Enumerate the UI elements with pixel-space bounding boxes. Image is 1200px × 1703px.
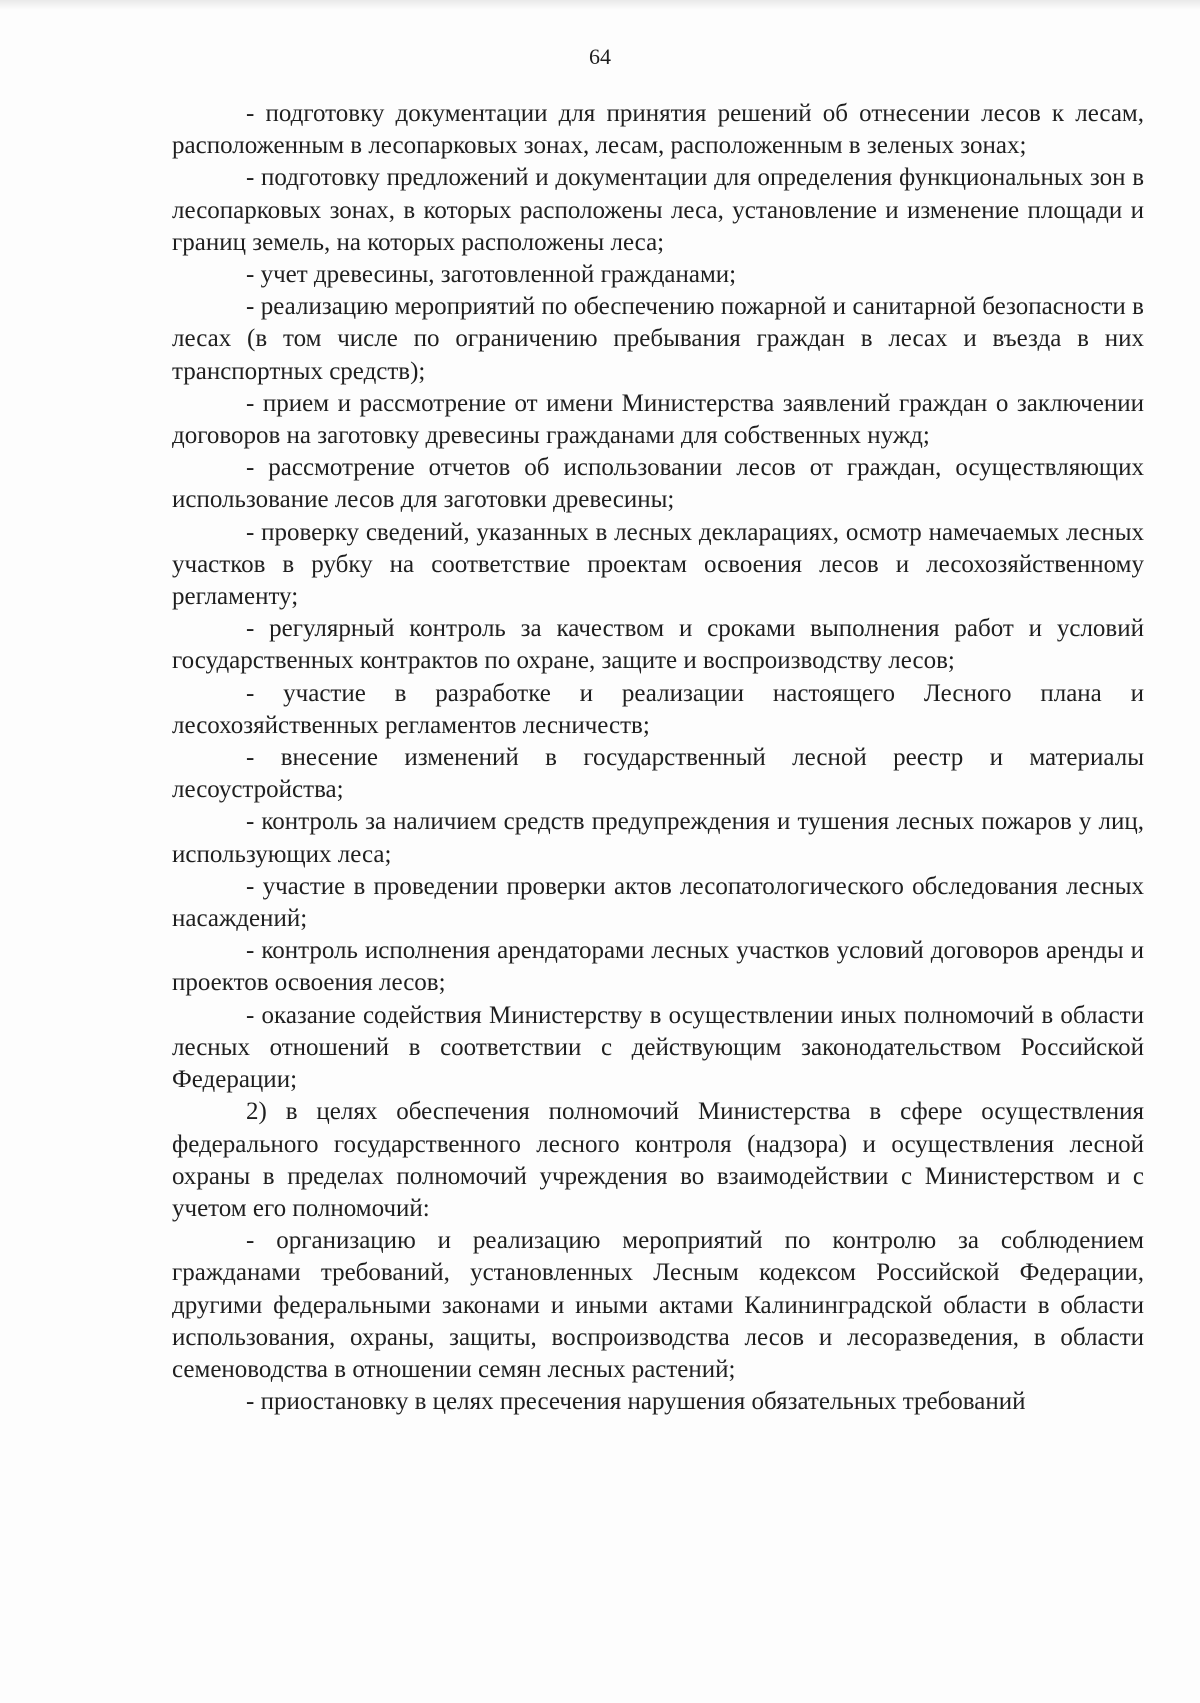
paragraph: - реализацию мероприятий по обеспечению пожарной и санитарной безопасности в лесах (в том числе по ограничению пребывания граждан в лесах и въезда в них транспортных средств); (172, 293, 1144, 385)
paragraph: - проверку сведений, указанных в лесных декларациях, осмотр намечаемых лесных участков в рубку на соответствие проектам освоения лесов и лесохозяйственному регламенту; (172, 518, 1144, 611)
paragraph: - регулярный контроль за качеством и сроками выполнения работ и условий государственных контрактов по охране, защите и воспроизводству лесов; (172, 615, 1144, 675)
paragraph: - учет древесины, заготовленной гражданами; (246, 261, 737, 289)
paragraph: - рассмотрение отчетов об использовании лесов от граждан, осуществляющих использование лесов для заготовки древесины; (172, 454, 1144, 514)
paragraph: - участие в проведении проверки актов лесопатологического обследования лесных насаждений; (172, 872, 1144, 933)
paragraph: - контроль за наличием средств предупреждения и тушения лесных пожаров у лиц, использующих леса; (172, 808, 1144, 868)
paragraph: - контроль исполнения арендаторами лесных участков условий договоров аренды и проектов освоения лесов; (172, 937, 1144, 997)
paragraph: - подготовку предложений и документации для определения функциональных зон в лесопарковых зонах, в которых расположены леса, установление и изменение площади и границ земель, на которых расположены леса; (172, 164, 1144, 256)
paragraph: - участие в разработке и реализации настоящего Лесного плана и лесохозяйственных регламентов лесничеств; (172, 679, 1144, 739)
paragraph: - приостановку в целях пресечения нарушения обязательных требований (246, 1388, 1026, 1416)
paragraph: - подготовку документации для принятия решений об отнесении лесов к лесам, расположенным в лесопарковых зонах, лесам, расположенным в зеленых зонах; (172, 100, 1144, 160)
scan-edge-shadow (0, 0, 1200, 10)
paragraph: 2) в целях обеспечения полномочий Министерства в сфере осуществления федерального государственного лесного контроля (надзора) и осуществления лесной охраны в пределах полномочий учреждения во взаимодействии с Министерством и с учетом его полномочий: (172, 1098, 1144, 1222)
paragraph: - организацию и реализацию мероприятий по контролю за соблюдением гражданами требований, установленных Лесным кодексом Российской Федерации, другими федеральными законами и иными актами Калининградской области в области использования, охраны, защиты, воспроизводства лесов и лесоразведения, в области семеноводства в отношении семян лесных растений; (172, 1227, 1144, 1383)
document-body (172, 98, 1144, 1418)
paragraph: - внесение изменений в государственный лесной реестр и материалы лесоустройства; (172, 744, 1144, 804)
page-number: 64 (589, 44, 611, 69)
paragraph: - прием и рассмотрение от имени Министерства заявлений граждан о заключении договоров на заготовку древесины гражданами для собственных нужд; (172, 389, 1144, 450)
paragraph: - оказание содействия Министерству в осуществлении иных полномочий в области лесных отношений в соответствии с действующим законодательством Российской Федерации; (172, 1001, 1144, 1094)
